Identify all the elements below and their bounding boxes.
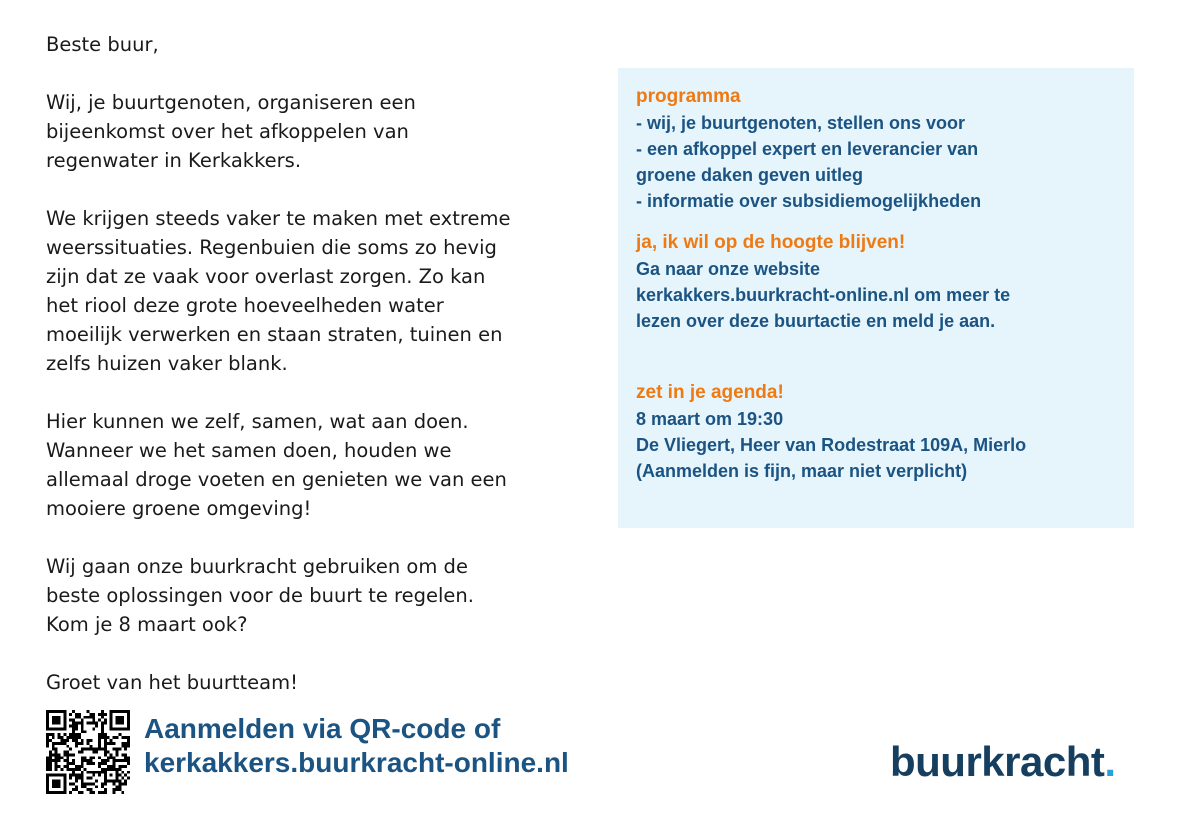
agenda-body: 8 maart om 19:30 De Vliegert, Heer van Rodestraat 109A, Mierlo (Aanmelden is fijn, maar niet verplicht): [636, 409, 1027, 481]
agenda-section: [636, 380, 1116, 484]
logo-wordmark: buurkracht: [890, 738, 1105, 785]
paragraph-buurkracht: Wij gaan onze buurkracht gebruiken om de beste oplossingen voor de buurt te regelen. Kom je 8 maart ook?: [46, 555, 474, 636]
qr-code-graphic: [46, 710, 130, 794]
paragraph-together: Hier kunnen we zelf, samen, wat aan doen. Wanneer we het samen doen, houden we allemaal droge voeten en genieten we van een mooiere groene omgeving!: [46, 410, 507, 520]
program-body: - wij, je buurtgenoten, stellen ons voor - een afkoppel expert en leverancier van groene daken geven uitleg - informatie over subsidiemogelijkheden: [636, 113, 982, 211]
signup-url[interactable]: kerkakkers.buurkracht-online.nl: [144, 747, 569, 778]
letter-body: [46, 30, 586, 726]
buurkracht-logo: [890, 738, 1116, 786]
program-section: [636, 84, 1116, 214]
paragraph-intro: Wij, je buurtgenoten, organiseren een bijeenkomst over het afkoppelen van regenwater in Kerkakkers.: [46, 91, 416, 172]
greeting: Beste buur,: [46, 33, 159, 56]
agenda-title: zet in je agenda!: [636, 382, 784, 403]
program-title: programma: [636, 86, 741, 107]
signup-line-1: Aanmelden via QR-code of: [144, 713, 501, 744]
stay-informed-section: [636, 230, 1116, 334]
info-box: [618, 68, 1134, 528]
paragraph-weather: We krijgen steeds vaker te maken met extreme weerssituaties. Regenbuien die soms zo hevig zijn dat ze vaak voor overlast zorgen. Zo kan het riool deze grote hoeveelheden water moeilijk verwerken en staan straten, tuinen en zelfs huizen vaker blank.: [46, 207, 511, 375]
stay-informed-body: Ga naar onze website kerkakkers.buurkracht-online.nl om meer te lezen over deze buurtactie en meld je aan.: [636, 259, 1011, 331]
stay-informed-title: ja, ik wil op de hoogte blijven!: [636, 232, 906, 253]
qr-code-icon[interactable]: [46, 710, 130, 794]
closing: Groet van het buurtteam!: [46, 671, 298, 694]
signup-text: [144, 712, 569, 780]
logo-dot: .: [1104, 738, 1116, 785]
